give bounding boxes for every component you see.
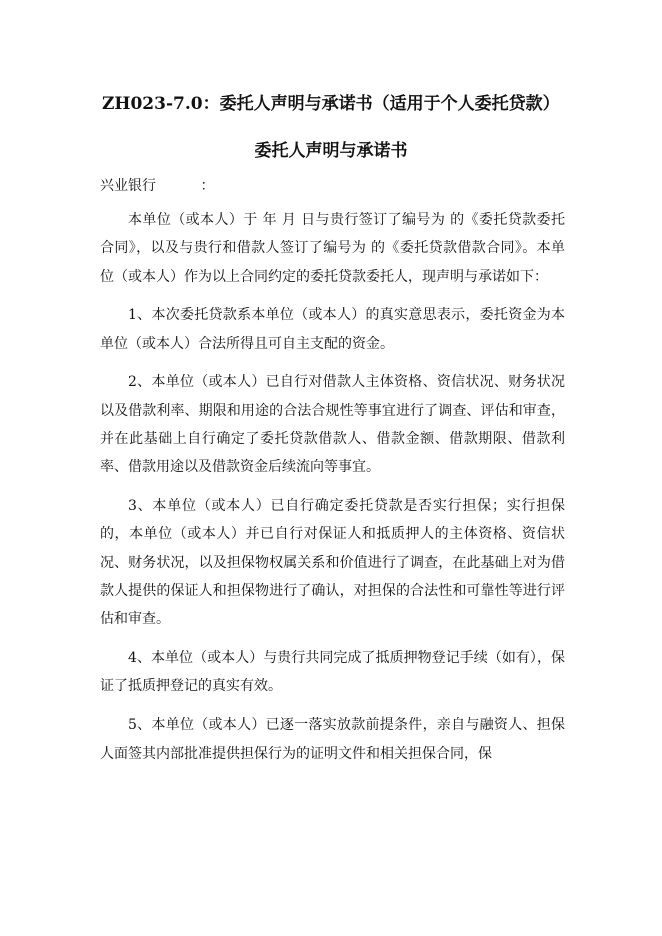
clause-5: 5、本单位（或本人）已逐一落实放款前提条件，亲自与融资人、担保人面签其内部批准提供担保行为的证明文件和相关担保合同，保 bbox=[100, 717, 565, 762]
intro-paragraph: 本单位（或本人）于 年 月 日与贵行签订了编号为 的《委托贷款委托合同》，以及与贵行和借款人签订了编号为 的《委托贷款借款合同》。本单位（或本人）作为以上合同约定的委托贷款委托人，现声明与承诺如下： bbox=[100, 212, 565, 285]
declaration-body bbox=[100, 206, 565, 768]
clause-1: 1、本次委托贷款系本单位（或本人）的真实意思表示，委托资金为本单位（或本人）合法所得且可自主支配的资金。 bbox=[100, 307, 565, 352]
document-code-title: ZH023-7.0：委托人声明与承诺书（适用于个人委托贷款） bbox=[102, 94, 560, 114]
addressee-line: 兴业银行 ： bbox=[100, 178, 215, 194]
clause-2: 2、本单位（或本人）已自行对借款人主体资格、资信状况、财务状况以及借款利率、期限和用途的合法合规性等事宜进行了调查、评估和审查，并在此基础上自行确定了委托贷款借款人、借款金额、借款期限、借款利率、借款用途以及借款资金后续流向等事宜。 bbox=[100, 374, 565, 476]
clause-3: 3、本单位（或本人）已自行确定委托贷款是否实行担保；实行担保的，本单位（或本人）并已自行对保证人和抵质押人的主体资格、资信状况、财务状况，以及担保物权属关系和价值进行了调查，在此基础上对为借款人提供的保证人和担保物进行了确认，对担保的合法性和可靠性等进行评估和审查。 bbox=[100, 498, 565, 628]
clause-4: 4、本单位（或本人）与贵行共同完成了抵质押物登记手续（如有），保证了抵质押登记的真实有效。 bbox=[100, 650, 565, 695]
document-subtitle: 委托人声明与承诺书 bbox=[254, 141, 408, 161]
